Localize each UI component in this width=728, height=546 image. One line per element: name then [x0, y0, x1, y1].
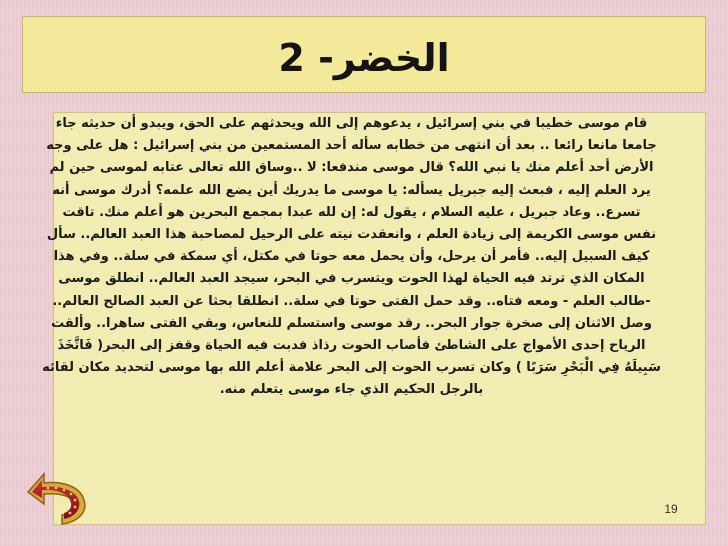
text-line: وصل الاثنان إلى صخرة جوار البحر.. رقد موسى واستسلم للنعاس، وبقي الفتى ساهرا.. وألقت [51, 315, 652, 331]
text-line: سَبِيلَهُ فِي الْبَحْرِ سَرَبًا ) وكان تسرب الحوت إلى البحر علامة أعلم الله بها موسى لتحديد مكان لقائه [42, 360, 661, 376]
return-arrow-graphic [18, 468, 96, 530]
text-line: نفس موسى الكريمة إلى زيادة العلم ، وانعقدت نيته على الرحيل لمصاحبة هذا العبد العالم.. سأل [46, 227, 657, 243]
slide-title: الخضر- 2 [278, 35, 450, 80]
text-line: تسرع.. وعاد جبريل ، عليه السلام ، يقول له: إن لله عبدا بمجمع البحرين هو أعلم منك. تاقت [62, 204, 641, 220]
title-box [22, 16, 706, 93]
text-line: الأرض أحد أعلم منك يا نبي الله؟ قال موسى مندفعا: لا ..وساق الله تعالى عتابه لموسى حين لم [49, 160, 654, 176]
text-line: بالرجل الحكيم الذي جاء موسى يتعلم منه. [219, 382, 484, 398]
body-text [0, 113, 703, 402]
text-line: المكان الذي ترتد فيه الحياة لهذا الحوت ويتسرب في البحر، سيجد العبد العالم.. انطلق موسى [58, 271, 645, 287]
text-line: كيف السبيل إليه.. فأمر أن يرحل، وأن يحمل معه حوتا في مكتل، أي سمكة في سلة.. وفي هذا [53, 249, 650, 265]
text-line: يرد العلم إليه ، فبعث إليه جبريل يسأله: يا موسى ما يدريك أين يضع الله علمه؟ أدرك موسى أنه [52, 182, 651, 198]
text-line: جامعا مانعا رائعا .. بعد أن انتهى من خطابه سأله أحد المستمعين من بني إسرائيل : هل على وجه [46, 138, 657, 154]
text-line: -طالب العلم - ومعه فتاه.. وقد حمل الفتى حوتا في سلة.. انطلقا بحثا عن العبد الصالح العالم.. [52, 293, 651, 309]
page-number: 19 [664, 502, 678, 516]
text-line: الرياح إحدى الأمواج على الشاطئ فأصاب الحوت رذاذ فدبت فيه الحياة وقفز إلى البحر( فَاتَّخَذَ [57, 338, 646, 354]
curved-return-arrow-icon[interactable] [18, 468, 96, 530]
text-line: قام موسى خطيبا في بني إسرائيل ، يدعوهم إلى الله ويحدثهم على الحق، ويبدو أن حديثه جاء [55, 116, 648, 131]
